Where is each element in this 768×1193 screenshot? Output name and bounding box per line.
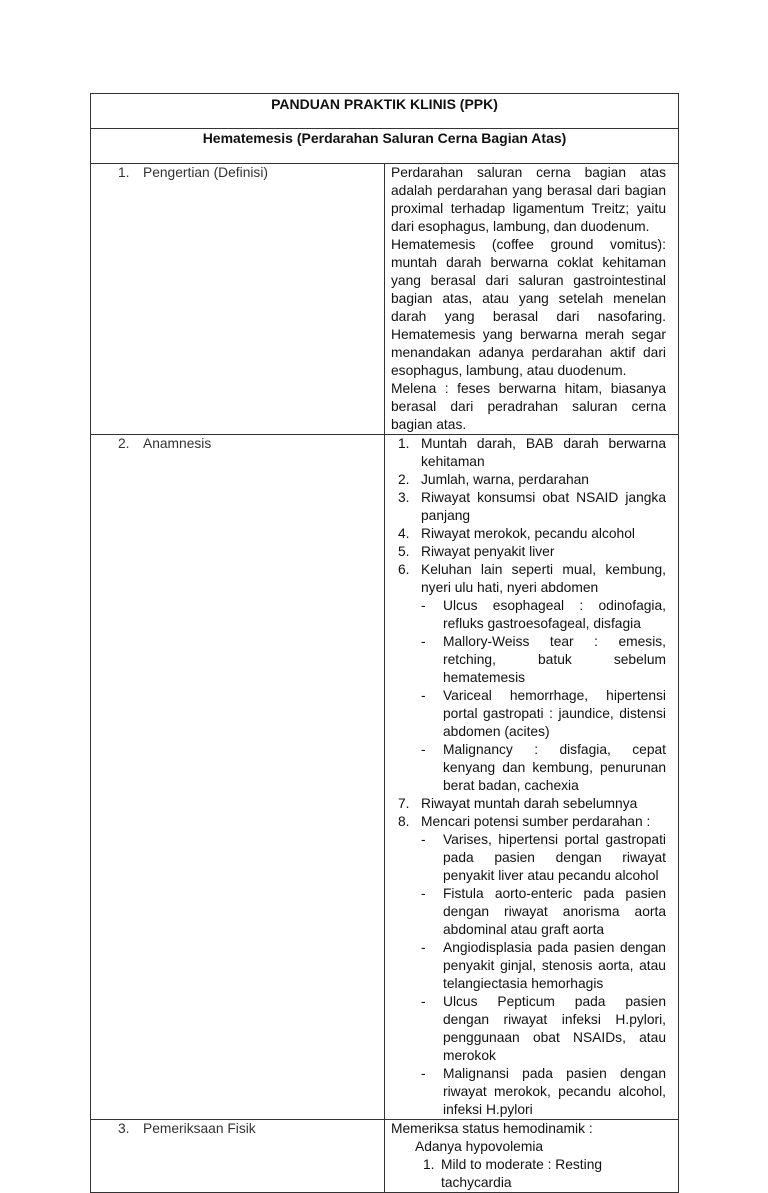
section-label-cell [91,435,385,1120]
section-label: Pemeriksaan Fisik [143,1121,256,1136]
section-content-physical-exam [385,1120,679,1193]
section-row-definition [91,164,679,435]
definition-paragraph: Hematemesis (coffee ground vomitus): muntah darah berwarna coklat kehitaman yang berasal dari saluran gastrointestinal bagian atas, atau yang setelah menelan darah yang berasal dari nasofaring. Hematemesis yang berwarna merah segar menandakan adanya perdarahan aktif dari esophagus, lambung, atau duodenum. [391,237,666,378]
exam-line: 1. Mild to moderate : Resting tachycardia [423,1157,603,1190]
section-row-anamnesis [91,435,679,1120]
section-number: 2. [118,436,130,451]
list-item: 3. Riwayat konsumsi obat NSAID jangka panjang [398,490,666,523]
list-item: 4. Riwayat merokok, pecandu alcohol [398,526,635,541]
section-label-cell [91,164,385,435]
sub-list [421,831,666,1119]
definition-paragraph: Perdarahan saluran cerna bagian atas adalah perdarahan yang berasal dari bagian proximal terhadap ligamentum Treitz; yaitu dari esophagus, lambung, dan duodenum. [391,165,666,234]
exam-line: Adanya hypovolemia [415,1139,544,1154]
section-content-definition [385,164,679,435]
document-title-cell [91,94,679,129]
sub-list-item: - Ulcus Pepticum pada pasien dengan riwayat infeksi H.pylori, penggunaan obat NSAIDs, atau merokok [421,994,666,1063]
sub-list-item: - Angiodisplasia pada pasien dengan penyakit ginjal, stenosis aorta, atau telangiectasia hemorhagis [421,940,666,991]
section-label-cell [91,1120,385,1193]
sub-list-item: - Malignansi pada pasien dengan riwayat merokok, pecandu alcohol, infeksi H.pylori [421,1066,666,1117]
exam-line: Memeriksa status hemodinamik : [391,1121,593,1136]
list-item: 6. Keluhan lain seperti mual, kembung, nyeri ulu hati, nyeri abdomen - Ulcus esophageal : odinofagia, refluks gastroesofageal, disfagia - Mallory-Weiss tear : emesis, retching, batuk sebelum hematemesis - Variceal hemorrhage, hipertensi portal gastropati : jaundice, distensi abdomen (acites) - Malignancy : disfagia, cepat kenyang dan kembung, penurunan berat badan, cachexia [398,562,666,793]
section-label: Pengertian (Definisi) [143,165,268,180]
list-item: 8. Mencari potensi sumber perdarahan : - Varises, hipertensi portal gastropati pada pasien dengan riwayat penyakit liver atau pecandu alcohol - Fistula aorto-enteric pada pasien dengan riwayat anorisma aorta abdominal atau graft aorta - Angiodisplasia pada pasien dengan penyakit ginjal, stenosis aorta, atau telangiectasia hemorhagis - Ulcus Pepticum pada pasien dengan riwayat infeksi H.pylori, penggunaan obat NSAIDs, atau merokok - Malignansi pada pasien dengan riwayat merokok, pecandu alcohol, infeksi H.pylori [398,814,666,1117]
sub-list-item: - Malignancy : disfagia, cepat kenyang dan kembung, penurunan berat badan, cachexia [421,742,666,793]
definition-paragraph: Melena : feses berwarna hitam, biasanya berasal dari peradrahan saluran cerna bagian atas. [391,381,666,432]
list-item: 2. Jumlah, warna, perdarahan [398,472,589,487]
sub-list-item: - Varises, hipertensi portal gastropati pada pasien dengan riwayat penyakit liver atau pecandu alcohol [421,832,666,883]
section-row-physical-exam [91,1120,679,1193]
sub-list-item: - Fistula aorto-enteric pada pasien dengan riwayat anorisma aorta abdominal atau graft aorta [421,886,666,937]
document-subtitle-cell [91,129,679,164]
section-number: 3. [118,1121,130,1136]
sub-list-item: - Variceal hemorrhage, hipertensi portal gastropati : jaundice, distensi abdomen (acites) [421,688,666,739]
section-label: Anamnesis [143,436,212,451]
document-subtitle: Hematemesis (Perdarahan Saluran Cerna Bagian Atas) [202,130,567,146]
ppk-table [90,93,679,1193]
sub-list-item: - Ulcus esophageal : odinofagia, refluks gastroesofageal, disfagia [421,598,666,631]
section-content-anamnesis [385,435,679,1120]
sub-list-item: - Mallory-Weiss tear : emesis, retching, batuk sebelum hematemesis [421,634,666,685]
list-item: 5. Riwayat penyakit liver [398,544,555,559]
list-item: 1. Muntah darah, BAB darah berwarna kehitaman [398,436,666,469]
document-title: PANDUAN PRAKTIK KLINIS (PPK) [271,96,498,112]
anamnesis-list [391,435,666,1119]
sub-list [421,597,666,795]
section-number: 1. [118,165,130,180]
list-item: 7. Riwayat muntah darah sebelumnya [398,796,638,811]
